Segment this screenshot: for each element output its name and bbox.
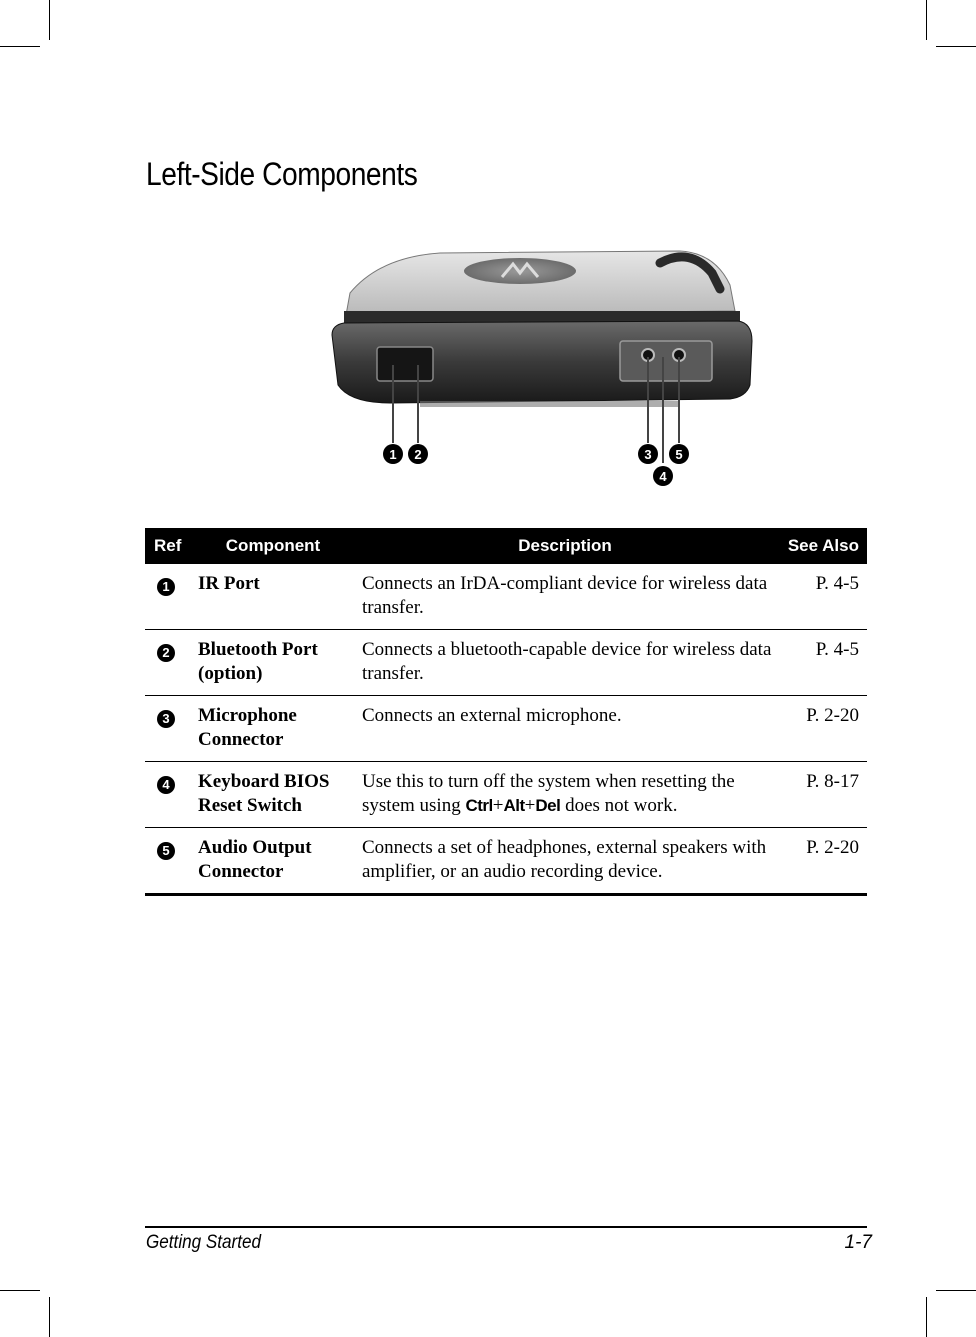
svg-text:5: 5 [675,447,683,462]
footer-page-number: 1-7 [844,1232,872,1253]
svg-text:2: 2 [414,447,422,462]
header-see-also: See Also [778,528,867,564]
callout-2 [408,444,428,464]
table-row [145,762,867,828]
crop-mark [936,46,976,47]
header-component: Component [194,528,352,564]
crop-mark [926,1297,927,1337]
table-row [145,828,867,895]
see-also-ref: P. 4-5 [815,573,859,594]
footer-chapter: Getting Started [146,1232,262,1253]
callout-4 [653,466,673,486]
laptop-illustration [320,245,760,495]
ref-badge: 2 [157,644,175,662]
component-name: IR Port [198,573,260,594]
key-separator: + [524,795,536,816]
component-description [352,762,778,828]
description-text: Use this to turn off the system when resetting the system using [362,771,735,816]
component-description: Connects an external microphone. [352,696,778,762]
callout-1 [383,444,403,464]
key-ctrl: Ctrl [465,796,493,815]
key-alt: Alt [503,796,525,815]
components-table [145,528,867,896]
ref-badge: 4 [157,776,175,794]
ref-badge: 1 [157,578,175,596]
crop-mark [0,46,40,47]
component-description: Connects a bluetooth-capable device for wireless data transfer. [352,630,778,696]
key-del: Del [535,796,561,815]
component-name: Audio Output Connector [194,828,352,895]
component-name: Bluetooth Port (option) [194,630,352,696]
description-text: does not work. [560,795,678,816]
callout-5 [669,444,689,464]
header-ref: Ref [145,528,194,564]
crop-mark [49,0,50,40]
table-header-row [145,528,867,564]
component-description: Connects a set of headphones, external speakers with amplifier, or an audio recording device. [352,828,778,895]
crop-mark [926,0,927,40]
see-also-ref: P. 4-5 [778,630,867,696]
svg-text:1: 1 [389,447,397,462]
see-also-ref: P. 8-17 [778,762,867,828]
key-separator: + [492,795,504,816]
table-row [145,564,867,630]
table-row [145,630,867,696]
crop-mark [49,1297,50,1337]
ref-badge: 5 [157,842,175,860]
component-name: Microphone Connector [194,696,352,762]
header-description: Description [352,528,778,564]
svg-text:4: 4 [659,469,667,484]
component-name: Keyboard BIOS Reset Switch [194,762,352,828]
see-also-ref: P. 2-20 [778,828,867,895]
laptop-left-side-figure [320,245,760,495]
callout-3 [638,444,658,464]
component-description: Connects an IrDA-compliant device for wireless data transfer. [362,573,768,618]
table-row [145,696,867,762]
page-title: Left-Side Components [146,156,418,192]
see-also-ref: P. 2-20 [778,696,867,762]
ref-badge: 3 [157,710,175,728]
crop-mark [936,1290,976,1291]
footer-rule [145,1226,867,1228]
crop-mark [0,1290,40,1291]
svg-text:3: 3 [644,447,652,462]
